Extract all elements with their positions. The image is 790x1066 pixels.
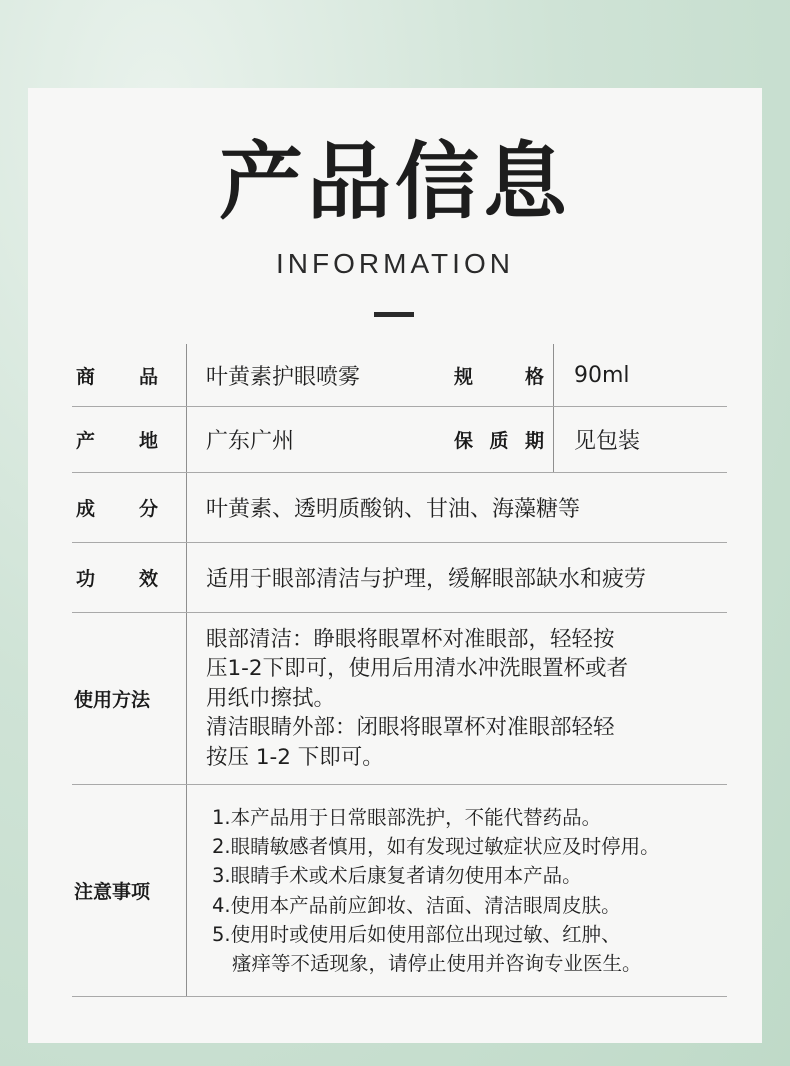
column-divider: [553, 407, 554, 472]
label-char: 格: [524, 365, 544, 388]
page-title: 产品信息: [218, 133, 571, 231]
label-char: 质: [489, 430, 509, 452]
label-char: 期: [524, 430, 544, 452]
label-char: 成: [76, 498, 96, 520]
title-divider: [374, 312, 414, 317]
value-usage: [206, 613, 727, 784]
column-divider: [186, 613, 187, 784]
label-notes: 注意事项: [74, 881, 151, 903]
label-usage: 使用方法: [74, 689, 151, 711]
usage-line: 清洁眼睛外部：闭眼将眼罩杯对准眼部轻轻: [206, 715, 615, 741]
column-divider: [186, 543, 187, 612]
row-effect: [72, 543, 727, 613]
note-line: 3.眼睛手术或术后康复者请勿使用本产品。: [212, 864, 582, 888]
label-spec: [454, 344, 544, 406]
value-ingredients: 叶黄素、透明质酸钠、甘油、海藻糖等: [206, 497, 581, 522]
label-char: 地: [138, 430, 158, 452]
usage-line: 眼部清洁：睁眼将眼罩杯对准眼部，轻轻按: [206, 626, 615, 652]
column-divider: [186, 407, 187, 472]
page-subtitle: INFORMATION: [276, 248, 514, 279]
label-effect: [72, 543, 186, 612]
label-char: 效: [138, 568, 158, 590]
value-spec: 90ml: [574, 362, 630, 388]
column-divider: [186, 344, 187, 406]
note-line: 5.使用时或使用后如使用部位出现过敏、红肿、: [212, 922, 621, 946]
label-char: 功: [76, 568, 96, 590]
label-shelf-life: [454, 407, 544, 472]
row-notes: [72, 785, 727, 997]
info-card: [28, 88, 762, 1043]
row-product-name: [72, 344, 727, 407]
label-char: 品: [138, 365, 158, 388]
label-char: 保: [454, 430, 474, 452]
note-line: 2.眼睛敏感者慎用，如有发现过敏症状应及时停用。: [212, 834, 660, 858]
label-origin: [72, 407, 186, 472]
row-usage: [72, 613, 727, 785]
value-effect: 适用于眼部清洁与护理，缓解眼部缺水和疲劳: [206, 567, 647, 592]
value-product-name: 叶黄素护眼喷雾: [206, 364, 361, 390]
row-ingredients: [72, 473, 727, 543]
value-notes: [212, 785, 727, 996]
label-char: 规: [454, 365, 474, 388]
note-line: 1.本产品用于日常眼部洗护，不能代替药品。: [212, 805, 602, 829]
note-line: 瘙痒等不适现象，请停止使用并咨询专业医生。: [232, 952, 642, 976]
label-product-name: [72, 344, 186, 406]
column-divider: [186, 785, 187, 996]
row-origin: [72, 407, 727, 473]
column-divider: [186, 473, 187, 542]
label-ingredients: [72, 473, 186, 542]
usage-line: 用纸巾擦拭。: [206, 685, 336, 711]
value-origin: 广东广州: [206, 429, 295, 454]
label-char: 分: [138, 498, 158, 520]
usage-line: 按压 1-2 下即可。: [206, 744, 384, 770]
value-shelf-life: 见包装: [574, 429, 641, 454]
label-char: 商: [76, 365, 96, 388]
label-char: 产: [76, 430, 96, 452]
usage-line: 压1-2下即可，使用后用清水冲洗眼置杯或者: [206, 656, 629, 682]
column-divider: [553, 344, 554, 406]
note-line: 4.使用本产品前应卸妆、洁面、清洁眼周皮肤。: [212, 893, 621, 917]
info-table: [72, 344, 727, 997]
